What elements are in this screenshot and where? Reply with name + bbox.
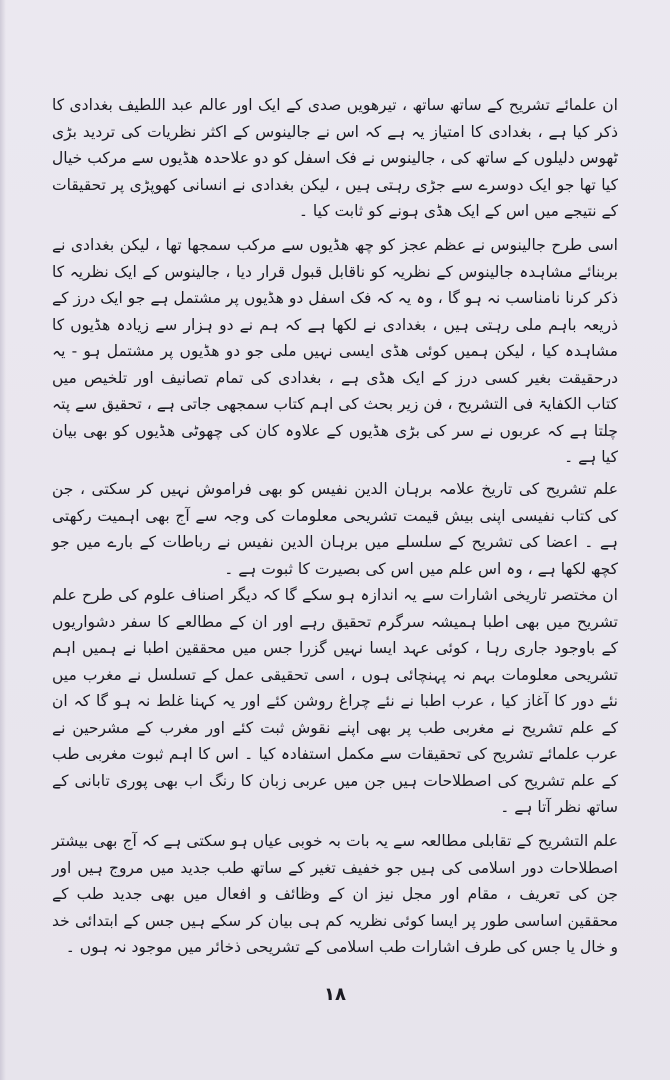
paragraph-2-text: اسی طرح جالینوس نے عظم عجز کو چھ ھڈیوں سے مرکب سمجھا تھا ، لیکن بغدادی نے بربنائے مشاہدہ جالینوس کے نظریہ کو ناقابل قبول قرار دیا ، جالینوس کے ایک نظریہ کا ذکر کرنا نامناسب نہ ہو گا ، وہ یہ کہ فک اسفل دو ھڈیوں پر مشتمل ہے جو ایک درز کے ذریعہ باہم ملی رہتی ہیں ، بغدادی نے لکھا ہے کہ ہم نے دو ہزار سے زیادہ ھڈیوں کا مشاہدہ کیا ، لیکن ہمیں کوئی ھڈی ایسی نہیں ملی جو دو ھڈیوں پر مشتمل ہو - یہ درحقیقت بغیر کسی درز کے ایک ھڈی ہے ، بغدادی کی تمام تصانیف اور تلخیص میں کتاب الکفایۃ فی التشریح ، فن زیر بحث کی اہم کتاب سمجھی جاتی ہے ، تحقیق سے پتہ چلتا ہے کہ عربوں نے سر کی بڑی ھڈیوں کے علاوہ کان کی چھوٹی ھڈیوں کو بھی بیان کیا ہے ۔ xyxy=(52,236,618,466)
page-number: ۱۸ xyxy=(324,984,346,1005)
paragraph-5-text: علم التشریح کے تقابلی مطالعہ سے یہ بات بہ خوبی عیاں ہو سکتی ہے کہ آج بھی بیشتر اصطلاحات دور اسلامی کی ہیں جو خفیف تغیر کے ساتھ طب جدید میں مروج ہیں اور جن کی تعریف ، مقام اور مجل نیز ان کے وظائف و افعال میں بھی جدید طب کے محققین اساسی طور پر ایسا کوئی نظریہ کم ہی بیان کر سکے ہیں جس کے ابتدائی خد و خال یا جس کی طرف اشارات طب اسلامی کے تشریحی ذخائر میں موجود نہ ہوں ۔ xyxy=(52,832,618,956)
paragraph-2 xyxy=(52,232,618,471)
paragraph-1 xyxy=(52,92,618,225)
paragraph-3 xyxy=(52,476,618,582)
paragraph-3-text: علم تشریح کی تاریخ علامہ برہان الدین نفیس کو بھی فراموش نہیں کر سکتی ، جن کی کتاب نفیسی اپنی بیش قیمت تشریحی معلومات کی وجہ سے آج بھی اہمیت رکھتی ہے ۔ اعضا کی تشریح کے سلسلے میں برہان الدین نفیس نے رباطات کے بارے میں جو کچھ لکھا ہے ، وہ اس علم میں اس کی بصیرت کا ثبوت ہے ۔ xyxy=(52,480,618,578)
page-edge-shadow xyxy=(0,0,6,1080)
paragraph-5 xyxy=(52,828,618,961)
paragraph-1-text: ان علمائے تشریح کے ساتھ ساتھ ، تیرھویں صدی کے ایک اور عالم عبد اللطیف بغدادی کا ذکر کیا ہے ، بغدادی کا امتیاز یہ ہے کہ اس نے جالینوس کے اکثر نظریات کی تردید بڑی ٹھوس دلیلوں کے ساتھ کی ، جالینوس نے فک اسفل کو دو علاحدہ ھڈیوں سے مرکب خیال کیا تھا جو ایک دوسرے سے جڑی رہتی ہیں ، لیکن بغدادی نے انسانی کھوپڑی پر تحقیقات کے نتیجے میں اس کے ایک ھڈی ہونے کو ثابت کیا ۔ xyxy=(52,96,618,220)
paragraph-4-text: ان مختصر تاریخی اشارات سے یہ اندازہ ہو سکے گا کہ دیگر اصناف علوم کی طرح علم تشریح میں بھی اطبا ہمیشہ سرگرم تحقیق رہے اور ان کے مطالعے کا سفر دشواریوں کے باوجود جاری رہا ، کوئی عہد ایسا نہیں گزرا جس میں محققین اطبا نے ہمیں اہم تشریحی معلومات بہم نہ پہنچائی ہوں ، اسی تحقیقی عمل کے تسلسل نے مغرب میں نئے دور کا آغاز کیا ، عرب اطبا نے نئے چراغ روشن کئے اور یہ کہنا غلط نہ ہو گا کہ ان کے علم تشریح نے مغربی طب پر بھی اپنے نقوش ثبت کئے اور مغرب کے مشرحین نے عرب علمائے تشریح کی تحقیقات سے مکمل استفادہ کیا ۔ اس کا اہم ثبوت مغربی طب کے علم تشریح کی اصطلاحات ہیں جن میں عربی زبان کا رنگ اب بھی پوری تابانی کے ساتھ نظر آتا ہے ۔ xyxy=(52,586,618,816)
paragraph-4 xyxy=(52,582,618,821)
